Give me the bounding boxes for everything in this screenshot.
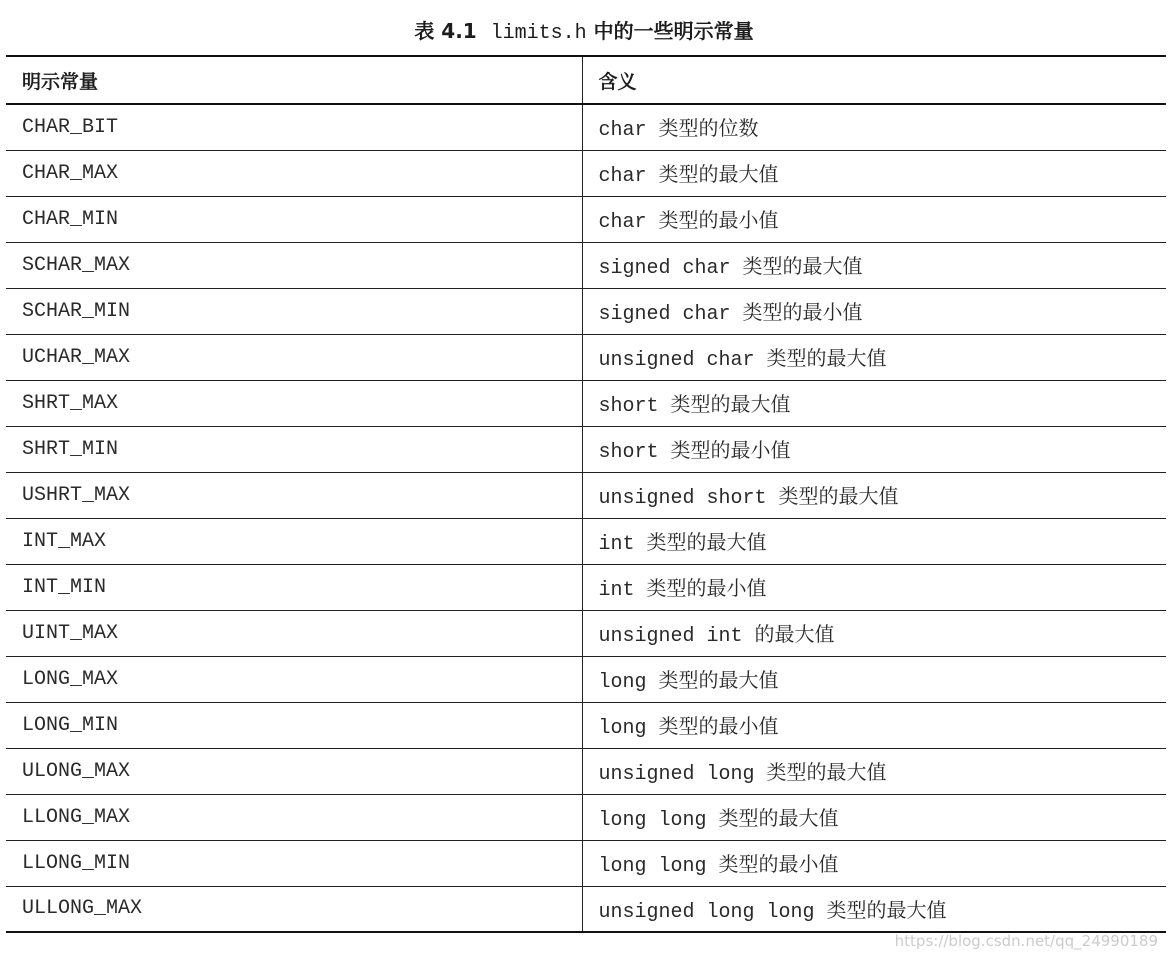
constant-name: INT_MAX [6, 518, 582, 564]
constant-meaning: int 类型的最小值 [582, 564, 1166, 610]
constant-name: UINT_MAX [6, 610, 582, 656]
table-row [6, 426, 1166, 472]
constant-meaning: long long 类型的最大值 [582, 794, 1166, 840]
constant-name: LONG_MIN [6, 702, 582, 748]
constant-meaning: unsigned long 类型的最大值 [582, 748, 1166, 794]
constant-name: SHRT_MAX [6, 380, 582, 426]
constant-meaning: unsigned int 的最大值 [582, 610, 1166, 656]
constant-meaning: long 类型的最小值 [582, 702, 1166, 748]
constant-meaning: long 类型的最大值 [582, 656, 1166, 702]
constant-meaning: short 类型的最大值 [582, 380, 1166, 426]
constant-name: INT_MIN [6, 564, 582, 610]
constant-meaning: char 类型的最大值 [582, 150, 1166, 196]
constant-name: CHAR_MAX [6, 150, 582, 196]
constant-meaning: unsigned char 类型的最大值 [582, 334, 1166, 380]
table-header-row [6, 56, 1166, 104]
table-row [6, 288, 1166, 334]
constant-name: SCHAR_MIN [6, 288, 582, 334]
table-row [6, 564, 1166, 610]
constant-name: UCHAR_MAX [6, 334, 582, 380]
constant-meaning: char 类型的位数 [582, 104, 1166, 150]
table-row [6, 334, 1166, 380]
constant-name: CHAR_MIN [6, 196, 582, 242]
table-row [6, 886, 1166, 932]
constant-name: ULONG_MAX [6, 748, 582, 794]
constant-name: LLONG_MAX [6, 794, 582, 840]
constant-name: SCHAR_MAX [6, 242, 582, 288]
caption-filename: limits.h [490, 22, 587, 45]
constant-name: CHAR_BIT [6, 104, 582, 150]
constant-meaning: signed char 类型的最小值 [582, 288, 1166, 334]
header-meaning: 含义 [582, 56, 1166, 104]
constant-name: ULLONG_MAX [6, 886, 582, 932]
table-row [6, 196, 1166, 242]
table-row [6, 610, 1166, 656]
constant-meaning: unsigned long long 类型的最大值 [582, 886, 1166, 932]
table-row [6, 794, 1166, 840]
table-row [6, 702, 1166, 748]
table-row [6, 242, 1166, 288]
table-row [6, 840, 1166, 886]
table-row [6, 104, 1166, 150]
caption-title: 中的一些明示常量 [593, 19, 754, 43]
constant-name: SHRT_MIN [6, 426, 582, 472]
constant-name: LLONG_MIN [6, 840, 582, 886]
table-row [6, 380, 1166, 426]
table-row [6, 748, 1166, 794]
header-constant: 明示常量 [6, 56, 582, 104]
table-row [6, 472, 1166, 518]
table-row [6, 518, 1166, 564]
table-caption [0, 14, 1168, 51]
table-row [6, 656, 1166, 702]
constant-meaning: char 类型的最小值 [582, 196, 1166, 242]
constant-meaning: int 类型的最大值 [582, 518, 1166, 564]
constant-meaning: short 类型的最小值 [582, 426, 1166, 472]
table-row [6, 150, 1166, 196]
limits-table [6, 55, 1166, 933]
constant-name: USHRT_MAX [6, 472, 582, 518]
caption-label: 表 4.1 [414, 19, 477, 43]
constant-meaning: signed char 类型的最大值 [582, 242, 1166, 288]
constant-meaning: unsigned short 类型的最大值 [582, 472, 1166, 518]
constant-name: LONG_MAX [6, 656, 582, 702]
constant-meaning: long long 类型的最小值 [582, 840, 1166, 886]
watermark: https://blog.csdn.net/qq_24990189 [894, 932, 1158, 950]
